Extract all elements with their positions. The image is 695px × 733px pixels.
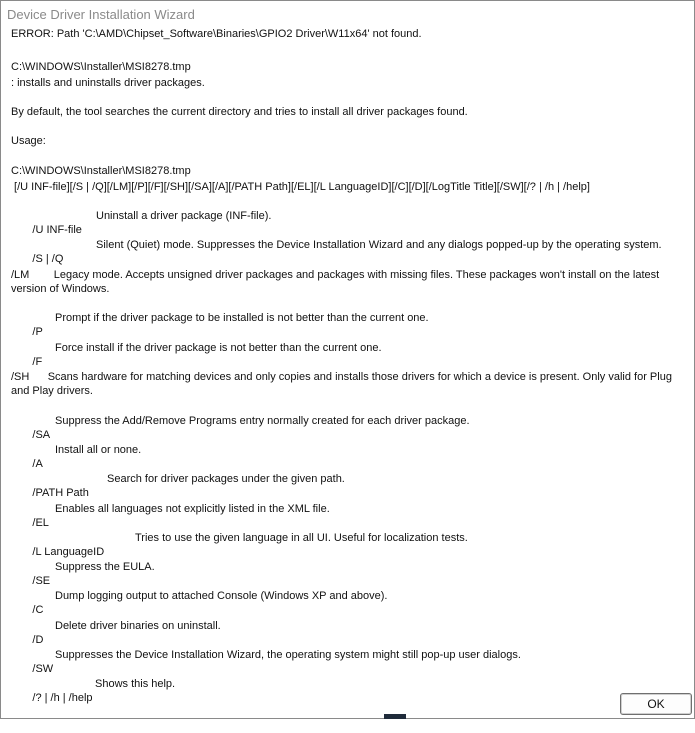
option-flag: /A [29, 458, 43, 470]
option-flag: /F [29, 356, 43, 368]
option-flag: /EL [29, 517, 49, 529]
option-description: Suppresses the Device Installation Wizard, the operating system might still pop-up user dialogs. [55, 649, 521, 661]
option-flag: /SA [29, 429, 51, 441]
option-flag: /D [29, 634, 44, 646]
tool-description: : installs and uninstalls driver packages. [11, 77, 205, 89]
option-description: Dump logging output to attached Console (Windows XP and above). [55, 590, 388, 602]
executable-path: C:\WINDOWS\Installer\MSI8278.tmp [11, 61, 191, 73]
option-flag: /C [29, 604, 44, 616]
option-description: Suppress the EULA. [55, 561, 155, 573]
option-flag: /SH [11, 371, 30, 383]
option-flag: /L LanguageID [29, 546, 105, 558]
option-description: Suppress the Add/Remove Programs entry normally created for each driver package. [55, 415, 470, 427]
option-flag: /SW [29, 663, 54, 675]
option-flag: /LM [11, 269, 30, 281]
option-flag: /S | /Q [29, 253, 64, 265]
option-flag: /P [29, 326, 43, 338]
title-bar[interactable] [1, 1, 694, 27]
option-description: Force install if the driver package is not better than the current one. [55, 342, 382, 354]
option-description: Delete driver binaries on uninstall. [55, 620, 221, 632]
option-description: Tries to use the given language in all UI. Useful for localization tests. [135, 532, 468, 544]
option-row [11, 677, 176, 733]
option-flag: /? | /h | /help [29, 692, 93, 704]
usage-executable-path: C:\WINDOWS\Installer\MSI8278.tmp [11, 165, 191, 177]
option-description: Legacy mode. Accepts unsigned driver packages and packages with missing files. These packages won't install on the latest version of Windows. [11, 269, 660, 295]
option-description: Enables all languages not explicitly listed in the XML file. [55, 503, 330, 515]
option-description: Uninstall a driver package (INF-file). [96, 210, 272, 222]
option-row [11, 370, 687, 398]
usage-syntax: [/U INF-file][/S | /Q][/LM][/P][/F][/SH][/SA][/A][/PATH Path][/EL][/L LanguageID][/C][/D][/LogTitle Title][/SW][/? | /h | /help] [11, 181, 590, 193]
option-description: Silent (Quiet) mode. Suppresses the Device Installation Wizard and any dialogs popped-up by the operating system. [96, 239, 662, 251]
option-flag: /SE [29, 575, 51, 587]
window-title: Device Driver Installation Wizard [7, 7, 195, 22]
option-description: Scans hardware for matching devices and only copies and installs those drivers for which a device is present. Only valid for Plug and Play drivers. [11, 371, 672, 397]
option-row [11, 268, 687, 296]
ok-button[interactable]: OK [620, 693, 692, 715]
option-description: Shows this help. [95, 678, 176, 690]
option-flag: /PATH Path [29, 487, 89, 499]
default-behavior-text: By default, the tool searches the current directory and tries to install all driver packages found. [11, 106, 468, 118]
option-description: Install all or none. [55, 444, 142, 456]
taskbar-edge [384, 714, 406, 719]
option-description: Search for driver packages under the given path. [107, 473, 345, 485]
usage-label: Usage: [11, 135, 46, 147]
option-description: Prompt if the driver package to be installed is not better than the current one. [55, 312, 429, 324]
error-message: ERROR: Path 'C:\AMD\Chipset_Software\Binaries\GPIO2 Driver\W11x64' not found. [11, 28, 422, 40]
option-flag: /U INF-file [29, 224, 82, 236]
